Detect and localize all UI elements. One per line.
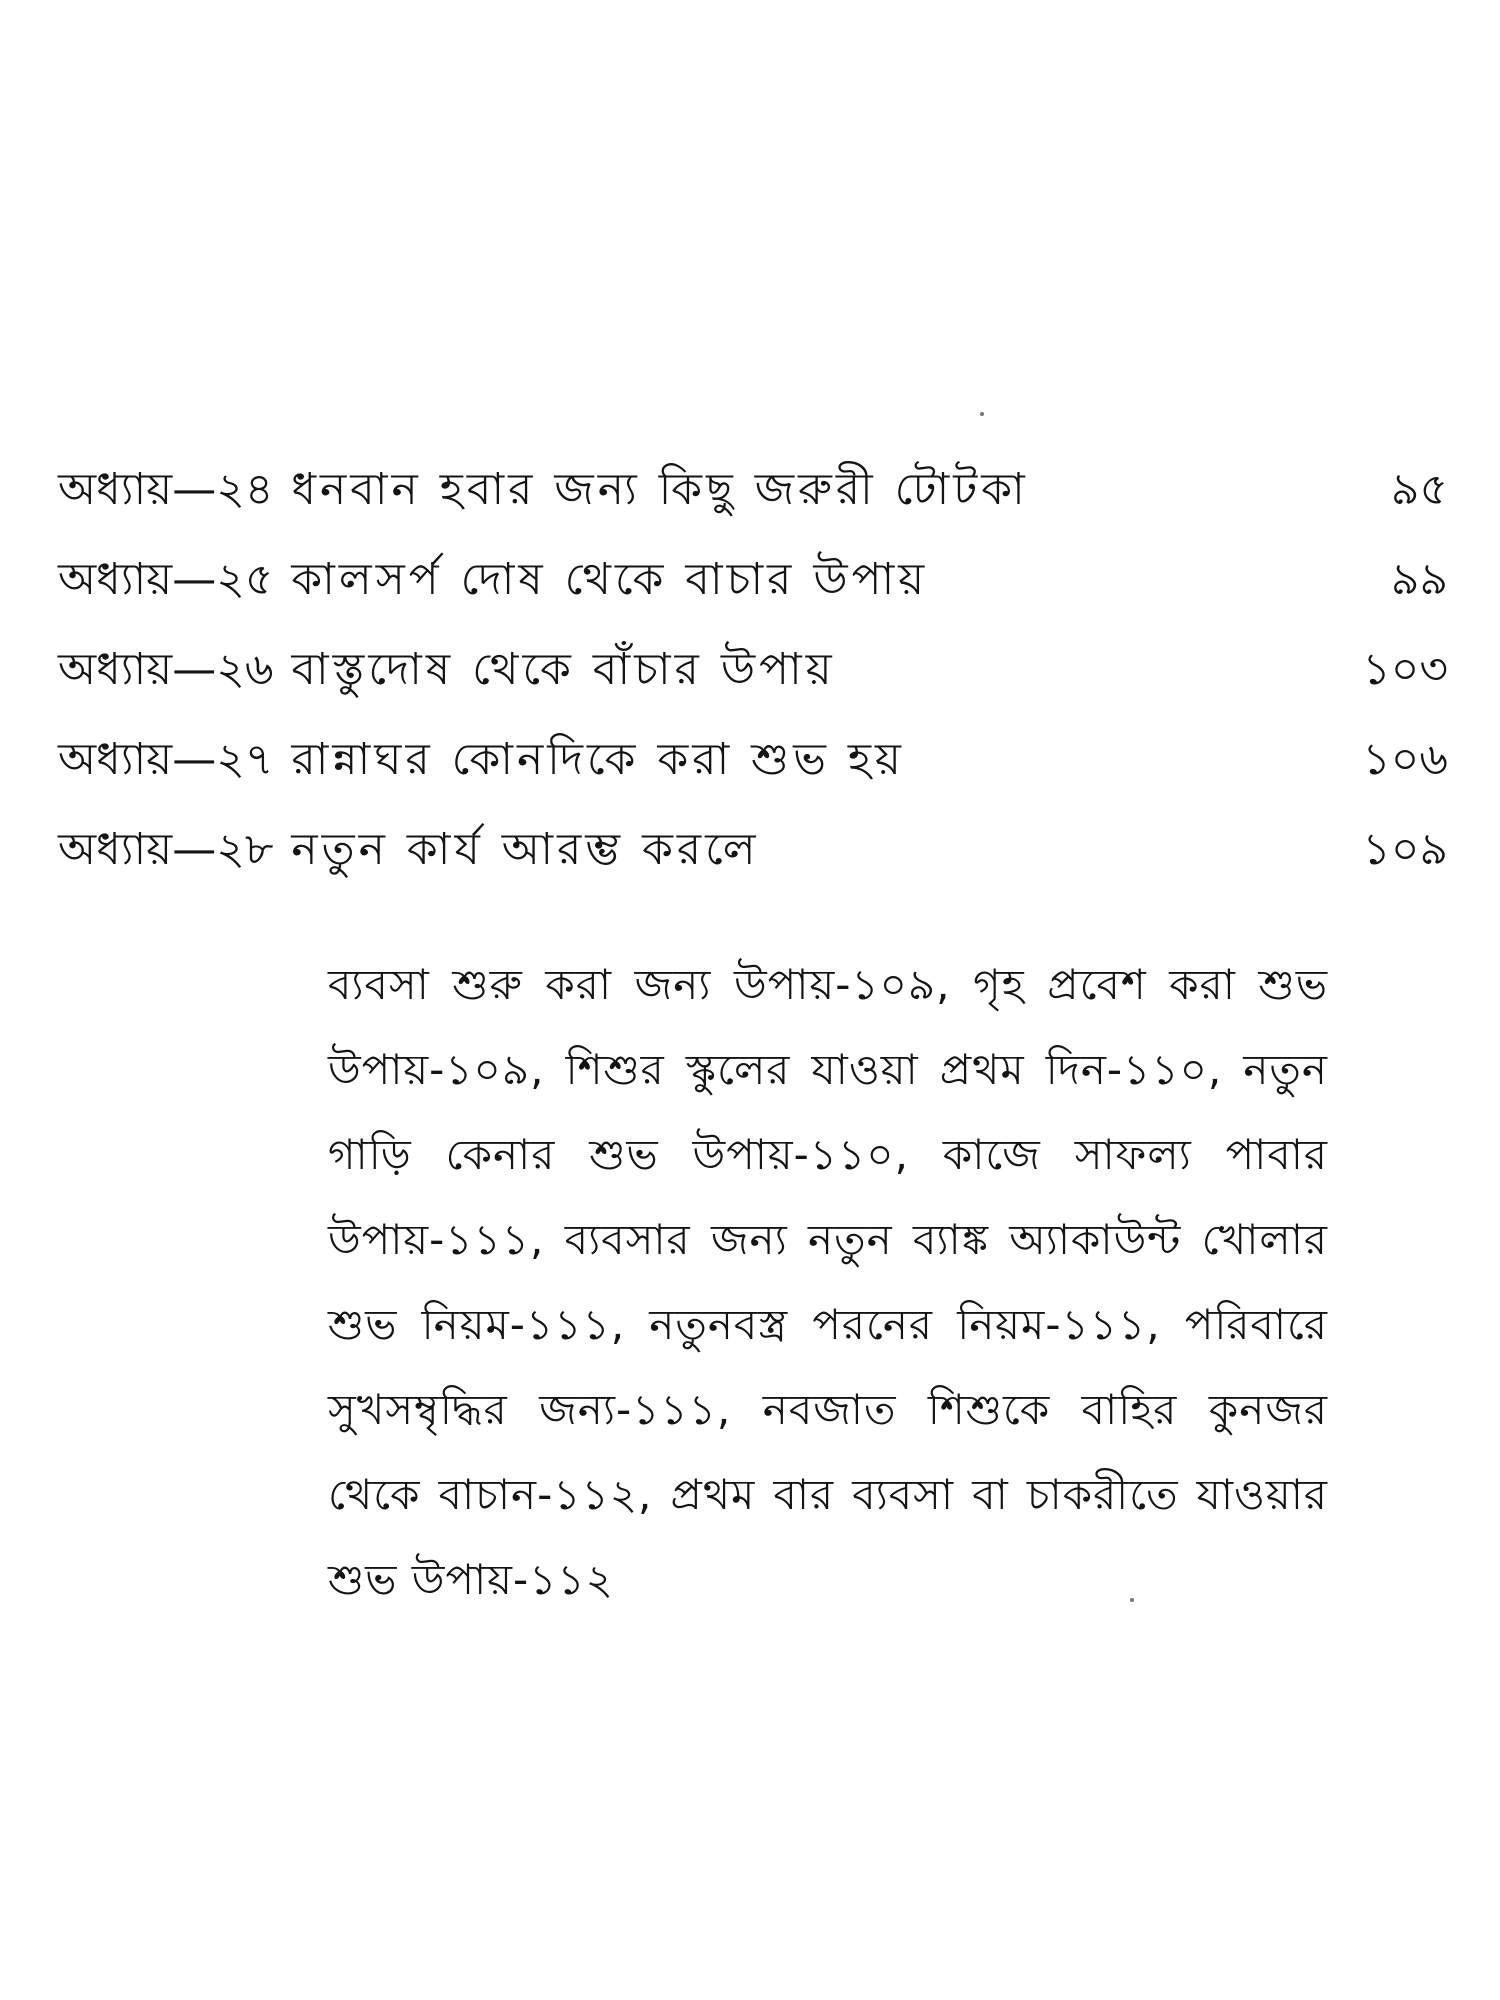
toc-entry [58,542,1448,622]
toc-page-number: ১০৯ [1362,823,1448,875]
toc-chapter-title: নতুন কার্য আরম্ভ করলে [291,823,760,875]
toc-entry [58,812,1448,892]
toc-entry [58,722,1448,802]
chapter-subtopics: ব্যবসা শুরু করা জন্য উপায়-১০৯, গৃহ প্রবেশ করা শুভ উপায়-১০৯, শিশুর স্কুলের যাওয়া প্রথম দিন-১১০, নতুন গাড়ি কেনার শুভ উপায়-১১০, কাজে সাফল্য পাবার উপায়-১১১, ব্যবসার জন্য নতুন ব্যাঙ্ক অ্যাকাউন্ট খোলার শুভ নিয়ম-১১১, নতুনবস্ত্র পরনের নিয়ম-১১১, পরিবারে সুখসম্বৃদ্ধির জন্য-১১১, নবজাত শিশুকে বাহির কুনজর থেকে বাচান-১১২, প্রথম বার ব্যবসা বা চাকরীতে যাওয়ার শুভ উপায়-১১২ [328,960,1328,1604]
toc-entry [58,452,1448,532]
toc-page-number: ১০৬ [1362,733,1448,785]
toc-entry [58,632,1448,712]
toc-chapter-title: বাস্তুদোষ থেকে বাঁচার উপায় [291,643,836,695]
toc-chapter-title: কালসর্প দোষ থেকে বাচার উপায় [291,553,929,605]
toc-chapter-number: অধ্যায়—২৮ [58,823,274,875]
toc-page-number: ১০৩ [1362,643,1448,695]
print-speck [1130,1598,1134,1602]
toc-page-number: ৯৯ [1390,553,1448,605]
toc-chapter-title: রান্নাঘর কোনদিকে করা শুভ হয় [291,733,905,785]
toc-chapter-title: ধনবান হবার জন্য কিছু জরুরী টোটকা [291,463,1029,515]
toc-page-number: ৯৫ [1390,463,1448,515]
toc-chapter-number: অধ্যায়—২৬ [58,643,274,695]
print-speck [980,412,984,416]
toc-chapter-number: অধ্যায়—২৫ [58,553,274,605]
toc-chapter-number: অধ্যায়—২৪ [58,463,274,515]
toc-chapter-number: অধ্যায়—২৭ [58,733,274,785]
